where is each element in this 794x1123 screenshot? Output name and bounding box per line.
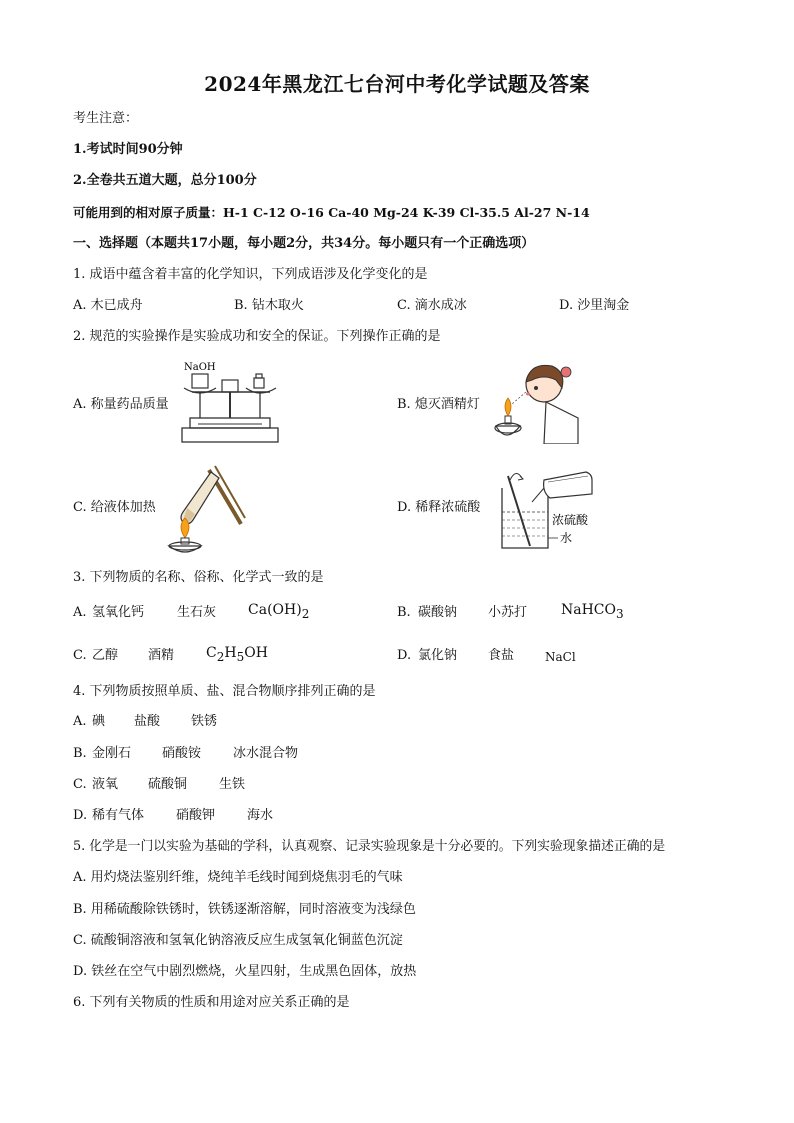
conc-sulfuric-label: 浓硫酸: [552, 513, 589, 527]
q4-stem: 4. 下列物质按照单质、盐、混合物顺序排列正确的是: [73, 684, 376, 699]
q3-option-b-name: 碳酸钠: [418, 605, 458, 620]
q3-option-c-formula: $C_2H_5OH$: [206, 645, 268, 664]
q2-option-d: D. 稀释浓硫酸: [397, 500, 481, 515]
q4-option-a-letter: A.: [73, 714, 87, 729]
q3-option-c-common: 酒精: [148, 648, 175, 663]
q3-option-d-common: 食盐: [488, 648, 515, 663]
q5-option-d: D. 铁丝在空气中剧烈燃烧，火星四射，生成黑色固体，放热: [73, 964, 417, 979]
q6-stem: 6. 下列有关物质的性质和用途对应关系正确的是: [73, 995, 350, 1010]
q4-option-d-w1: 稀有气体: [92, 808, 145, 823]
q3-stem: 3. 下列物质的名称、俗称、化学式一致的是: [73, 570, 324, 585]
heating-liquid-figure: [165, 462, 247, 554]
q5-option-c: C. 硫酸铜溶液和氢氧化钠溶液反应生成氢氧化铜蓝色沉淀: [73, 933, 403, 948]
balance-figure: [178, 358, 282, 446]
q4-option-a-w3: 铁锈: [191, 714, 218, 729]
q4-option-c-w1: 液氧: [92, 777, 119, 792]
section-heading: 一、选择题（本题共17小题，每小题2分，共34分。每小题只有一个正确选项）: [73, 236, 535, 251]
q2-option-c: C. 给液体加热: [73, 500, 156, 515]
q3-option-a-formula: $Ca(OH)_2$: [248, 602, 310, 621]
q2-option-b: B. 熄灭酒精灯: [397, 397, 480, 412]
q3-option-b-letter: B.: [397, 605, 411, 620]
q4-option-c-w3: 生铁: [219, 777, 246, 792]
blowing-lamp-figure: [486, 358, 582, 444]
q3-option-d-name: 氯化钠: [418, 648, 458, 663]
diluting-acid-figure: [492, 462, 598, 552]
notice-item-1: 1.考试时间90分钟: [73, 142, 183, 157]
q4-option-d-w3: 海水: [247, 808, 274, 823]
atomic-mass-line: 可能用到的相对原子质量：H-1 C-12 O-16 Ca-40 Mg-24 K-39 Cl-35.5 Al-27 N-14: [73, 205, 590, 220]
q2-stem: 2. 规范的实验操作是实验成功和安全的保证。下列操作正确的是: [73, 329, 441, 344]
q1-option-b: B. 钻木取火: [234, 298, 304, 313]
q1-stem: 1. 成语中蕴含着丰富的化学知识，下列成语涉及化学变化的是: [73, 267, 428, 282]
q3-option-b-common: 小苏打: [488, 605, 528, 620]
q4-option-b-w2: 硝酸铵: [162, 746, 202, 761]
q3-option-b-formula: NaHCO$_3$: [561, 602, 624, 621]
q1-option-c: C. 滴水成冰: [397, 298, 467, 313]
q4-option-c-w2: 硫酸铜: [148, 777, 188, 792]
q4-option-c-letter: C.: [73, 777, 87, 792]
q4-option-a-w2: 盐酸: [134, 714, 161, 729]
q3-option-a-name: 氢氧化钙: [92, 605, 145, 620]
q4-option-b-w1: 金刚石: [92, 746, 132, 761]
q4-option-d-letter: D.: [73, 808, 88, 823]
q5-option-a: A. 用灼烧法鉴别纤维，烧纯羊毛线时闻到烧焦羽毛的气味: [73, 870, 403, 885]
q1-option-d: D. 沙里淘金: [559, 298, 630, 313]
page-title: 2024年黑龙江七台河中考化学试题及答案: [204, 72, 590, 96]
naoh-label: NaOH: [184, 362, 216, 373]
q4-option-b-letter: B.: [73, 746, 87, 761]
water-label: 水: [560, 531, 573, 545]
q3-option-d-formula: NaCl: [545, 650, 576, 664]
q4-option-b-w3: 冰水混合物: [233, 746, 299, 761]
q3-option-d-letter: D.: [397, 648, 412, 663]
q4-option-d-w2: 硝酸钾: [176, 808, 216, 823]
q2-option-a: A. 称量药品质量: [73, 397, 169, 412]
q3-option-c-letter: C.: [73, 648, 87, 663]
notice-item-2: 2.全卷共五道大题，总分100分: [73, 173, 257, 188]
q5-stem: 5. 化学是一门以实验为基础的学科，认真观察、记录实验现象是十分必要的。下列实验现象描述正确的是: [73, 839, 666, 854]
q3-option-a-common: 生石灰: [177, 605, 217, 620]
q3-option-c-name: 乙醇: [92, 648, 119, 663]
notice-heading: 考生注意：: [73, 111, 139, 126]
q5-option-b: B. 用稀硫酸除铁锈时，铁锈逐渐溶解，同时溶液变为浅绿色: [73, 902, 416, 917]
q3-option-a-letter: A.: [73, 605, 87, 620]
q1-option-a: A. 木已成舟: [73, 298, 143, 313]
q4-option-a-w1: 碘: [92, 714, 106, 729]
